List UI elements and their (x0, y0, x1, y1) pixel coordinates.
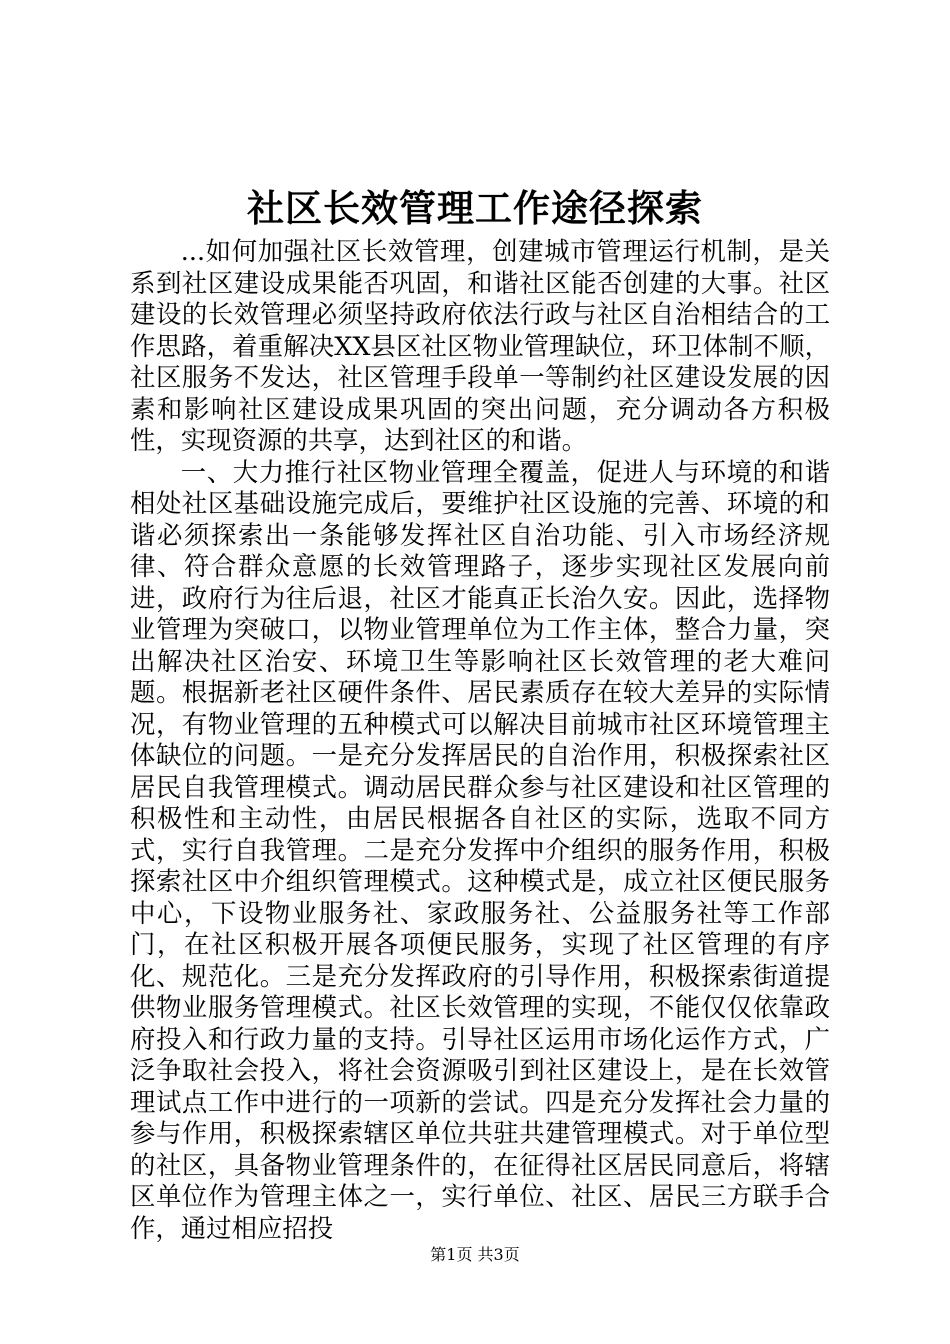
paragraph-intro: ...如何加强社区长效管理，创建城市管理运行机制，是关系到社区建设成果能否巩固，和谐社区能否创建的大事。社区建设的长效管理必须坚持政府依法行政与社区自治相结合的工作思路，着重解决XX县区社区物业管理缺位，环卫体制不顺，社区服务不发达，社区管理手段单一等制约社区建设发展的因素和影响社区建设成果巩固的突出问题，充分调动各方积极性，实现资源的共享，达到社区的和谐。 (130, 236, 830, 455)
document-body (130, 236, 830, 1244)
paragraph-section-1: 一、大力推行社区物业管理全覆盖，促进人与环境的和谐相处社区基础设施完成后，要维护社区设施的完善、环境的和谐必须探索出一条能够发挥社区自治功能、引入市场经济规律、符合群众意愿的长效管理路子，逐步实现社区发展向前进，政府行为往后退，社区才能真正长治久安。因此，选择物业管理为突破口，以物业管理单位为工作主体，整合力量，突出解决社区治安、环境卫生等影响社区长效管理的老大难问题。根据新老社区硬件条件、居民素质存在较大差异的实际情况，有物业管理的五种模式可以解决目前城市社区环境管理主体缺位的问题。一是充分发挥居民的自治作用，积极探索社区居民自我管理模式。调动居民群众参与社区建设和社区管理的积极性和主动性，由居民根据各自社区的实际，选取不同方式，实行自我管理。二是充分发挥中介组织的服务作用，积极探索社区中介组织管理模式。这种模式是，成立社区便民服务中心，下设物业服务社、家政服务社、公益服务社等工作部门，在社区积极开展各项便民服务，实现了社区管理的有序化、规范化。三是充分发挥政府的引导作用，积极探索街道提供物业服务管理模式。社区长效管理的实现，不能仅仅依靠政府投入和行政力量的支持。引导社区运用市场化运作方式，广泛争取社会投入，将社会资源吸引到社区建设上，是在长效管理试点工作中进行的一项新的尝试。四是充分发挥社会力量的参与作用，积极探索辖区单位共驻共建管理模式。对于单位型的社区，具备物业管理条件的，在征得社区居民同意后，将辖区单位作为管理主体之一，实行单位、社区、居民三方联手合作，通过相应招投 (130, 456, 830, 1243)
document-title: 社区长效管理工作途径探索 (247, 186, 703, 230)
page-footer: 第1页 共3页 (430, 1245, 520, 1264)
